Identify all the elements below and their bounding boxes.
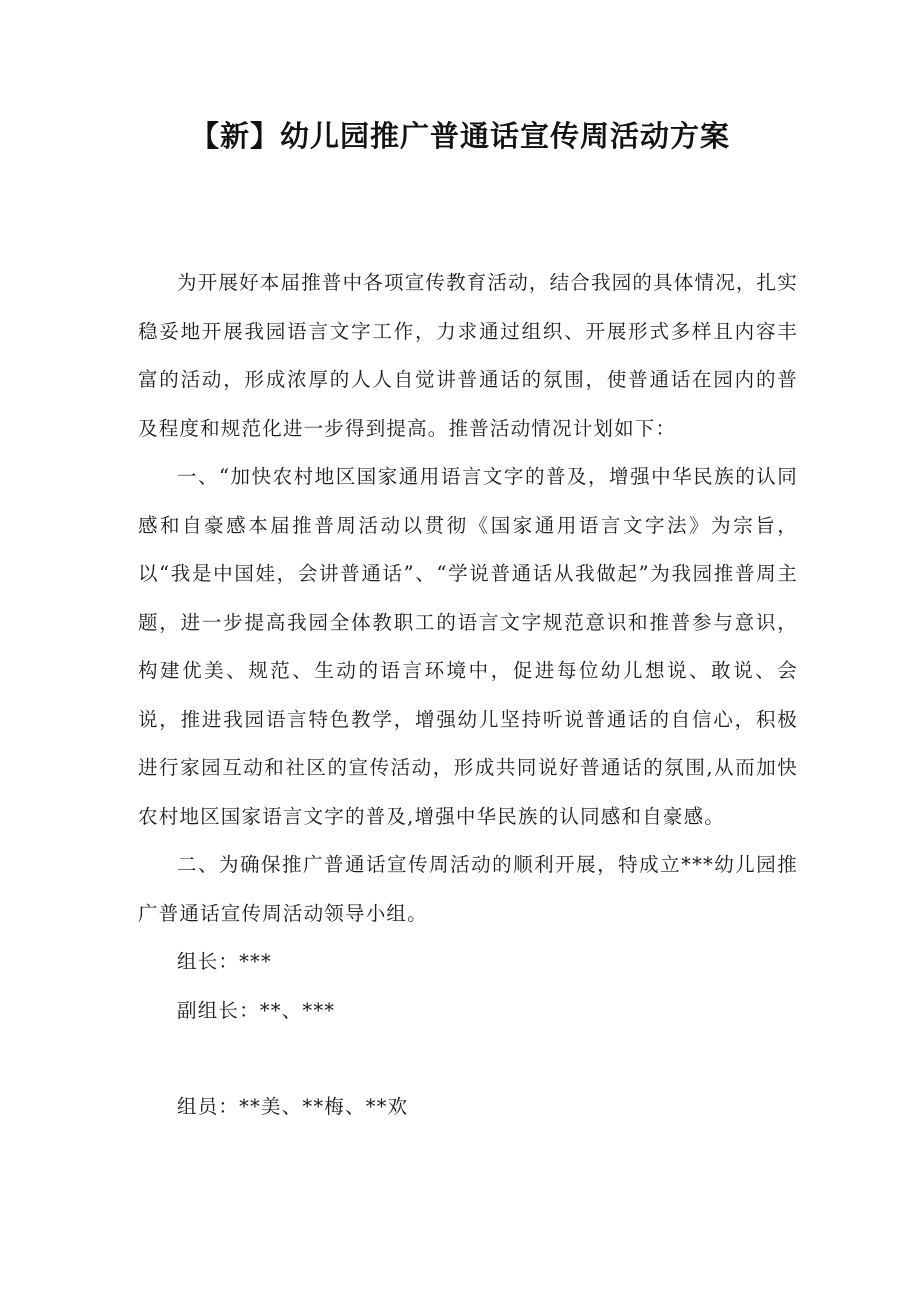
- section-two-paragraph: 二、为确保推广普通话宣传周活动的顺利开展，特成立***幼儿园推广普通话宣传周活动领导小组。: [138, 853, 798, 925]
- team-members-line: 组员：**美、**梅、**欢: [177, 1095, 409, 1118]
- team-leader-line: 组长：***: [177, 950, 272, 973]
- deputy-leader-line: 副组长：**、***: [177, 998, 336, 1022]
- blank-line: [138, 1035, 798, 1083]
- document-body: [138, 259, 798, 1132]
- intro-paragraph: 为开展好本届推普中各项宣传教育活动，结合我园的具体情况，扎实稳妥地开展我园语言文字工作，力求通过组织、开展形式多样且内容丰富的活动，形成浓厚的人人自觉讲普通话的氛围，使普通话在园内的普及程度和规范化进一步得到提高。推普活动情况计划如下：: [138, 271, 799, 440]
- document-title: 【新】幼儿园推广普通话宣传周活动方案: [189, 119, 730, 153]
- section-one-paragraph: 一、“加快农村地区国家通用语言文字的普及，增强中华民族的认同感和自豪感本届推普周活动以贯彻《国家通用语言文字法》为宗旨，以“我是中国娃，会讲普通话”、“学说普通话从我做起”为我园推普周主题，进一步提高我园全体教职工的语言文字规范意识和推普参与意识，构建优美、规范、生动的语言环境中，促进每位幼儿想说、敢说、会说，推进我园语言特色教学，增强幼儿坚持听说普通话的自信心，积极进行家园互动和社区的宣传活动，形成共同说好普通话的氛围,从而加快农村地区国家语言文字的普及,增强中华民族的认同感和自豪感。: [138, 465, 798, 828]
